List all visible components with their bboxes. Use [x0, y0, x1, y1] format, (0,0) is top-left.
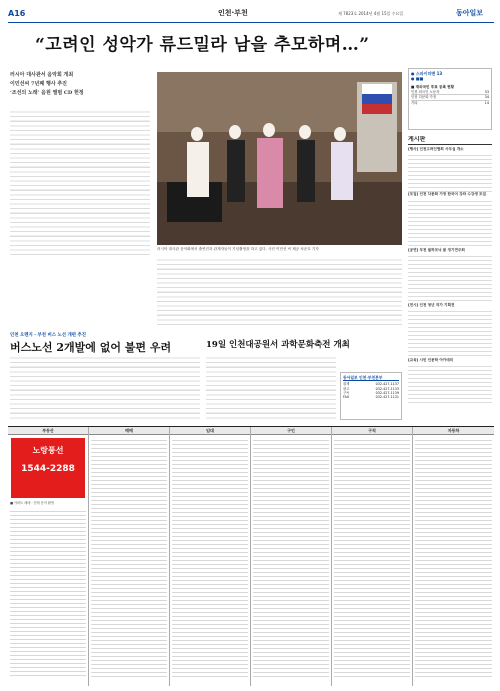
ad-column-header: 임대 — [170, 427, 250, 435]
bulletin-body: [행사] 인천고려인협회 사무실 개소 [모집] 인천 다문화 가정 한국어 강좌 수강생 모집 [공연] 부천 필하모닉 봄 정기연주회 [전시] 인천 청년 작가 기획전 [교육] 시민 인문학 아카데미 — [408, 147, 492, 421]
info-row: 기타 14 — [411, 100, 489, 105]
concert-photo-illustration — [157, 72, 402, 245]
subhead-1: 러시아 대사관서 음악회 개최 — [10, 72, 74, 78]
ad-column — [89, 427, 170, 686]
ad-column — [8, 427, 89, 686]
classified-ads — [8, 426, 494, 686]
contact-row: 구독 032-427-1139 — [343, 391, 399, 395]
promo-title: 노랑풍선 — [32, 446, 64, 456]
subhead-3: ‘조선의 노래’ 음원 앨범 CD 헌정 — [10, 89, 84, 96]
ad-column — [332, 427, 413, 686]
bulletin-column — [408, 136, 492, 421]
info-row: 인천 다문화 가정 34 — [411, 95, 489, 100]
article2-title: 버스노선 2개발에 없어 불편 우려 — [10, 340, 172, 354]
concert-photo — [157, 72, 402, 245]
ad-line: ■ 아파트 매매 · 전세 문의 환영 — [10, 501, 54, 506]
ad-column — [251, 427, 332, 686]
photo-caption: 러시아 대사관 음악회에서 출연진과 관계자들이 기념촬영을 하고 있다. 사진 이민선 씨 제공 차준호 기자 — [157, 247, 319, 251]
article2-kicker: 인천 오렌지 · 부천 버스 노선 개편 추진 — [10, 333, 86, 338]
info-table-title: ■ 재외국민 투표 등록 현황 — [411, 84, 455, 89]
issue-dateline: 제 7823호 2014년 4월 15일 수요일 — [338, 11, 404, 16]
subhead-2: 이민선씨 7년째 행사 추진 — [10, 80, 68, 87]
promo-phone: 1544-2288 — [21, 464, 75, 475]
promo-ad[interactable] — [11, 438, 85, 498]
contact-box-title: 동아일보 인천·부천본부 — [343, 375, 399, 381]
ad-column-header: 구직 — [332, 427, 412, 435]
info-box — [408, 68, 492, 130]
article2-body — [10, 354, 200, 420]
ad-column — [170, 427, 251, 686]
ad-column-header: 부동산 — [8, 427, 88, 435]
article2 — [10, 333, 200, 356]
article3-body — [206, 354, 336, 420]
photo-byline: 차준호 기자 — [300, 247, 319, 251]
page-header — [8, 5, 494, 23]
section-title: 인천·부천 — [218, 9, 248, 17]
ad-column — [413, 427, 494, 686]
info-row: 인천 외국인 노동자 33 — [411, 89, 489, 94]
page-number: A16 — [8, 9, 26, 18]
article1-continuation — [157, 256, 402, 328]
contact-row: 광고 032-427-1133 — [343, 386, 399, 391]
contact-row: 취재 032-427-1137 — [343, 382, 399, 387]
bulletin-title: 게시판 — [408, 136, 492, 145]
main-headline: “고려인 성악가 류드밀라 남을 추모하며…” — [35, 35, 370, 55]
ad-column-header: 구인 — [251, 427, 331, 435]
contact-row: FAX 032-427-1131 — [343, 395, 399, 400]
article1-subheads — [10, 72, 150, 96]
article1-body — [10, 108, 150, 258]
contact-box — [340, 372, 402, 420]
ad-column-header: 자동차 — [413, 427, 494, 435]
info-line-1: ● 스파이더맨 13 — [411, 71, 443, 76]
article3-title: 19일 인천대공원서 과학문화축전 개최 — [206, 340, 350, 350]
ad-column-header: 매매 — [89, 427, 169, 435]
info-line-2: ● ■■ — [411, 76, 424, 82]
newspaper-logo: 동아일보 — [456, 8, 484, 17]
